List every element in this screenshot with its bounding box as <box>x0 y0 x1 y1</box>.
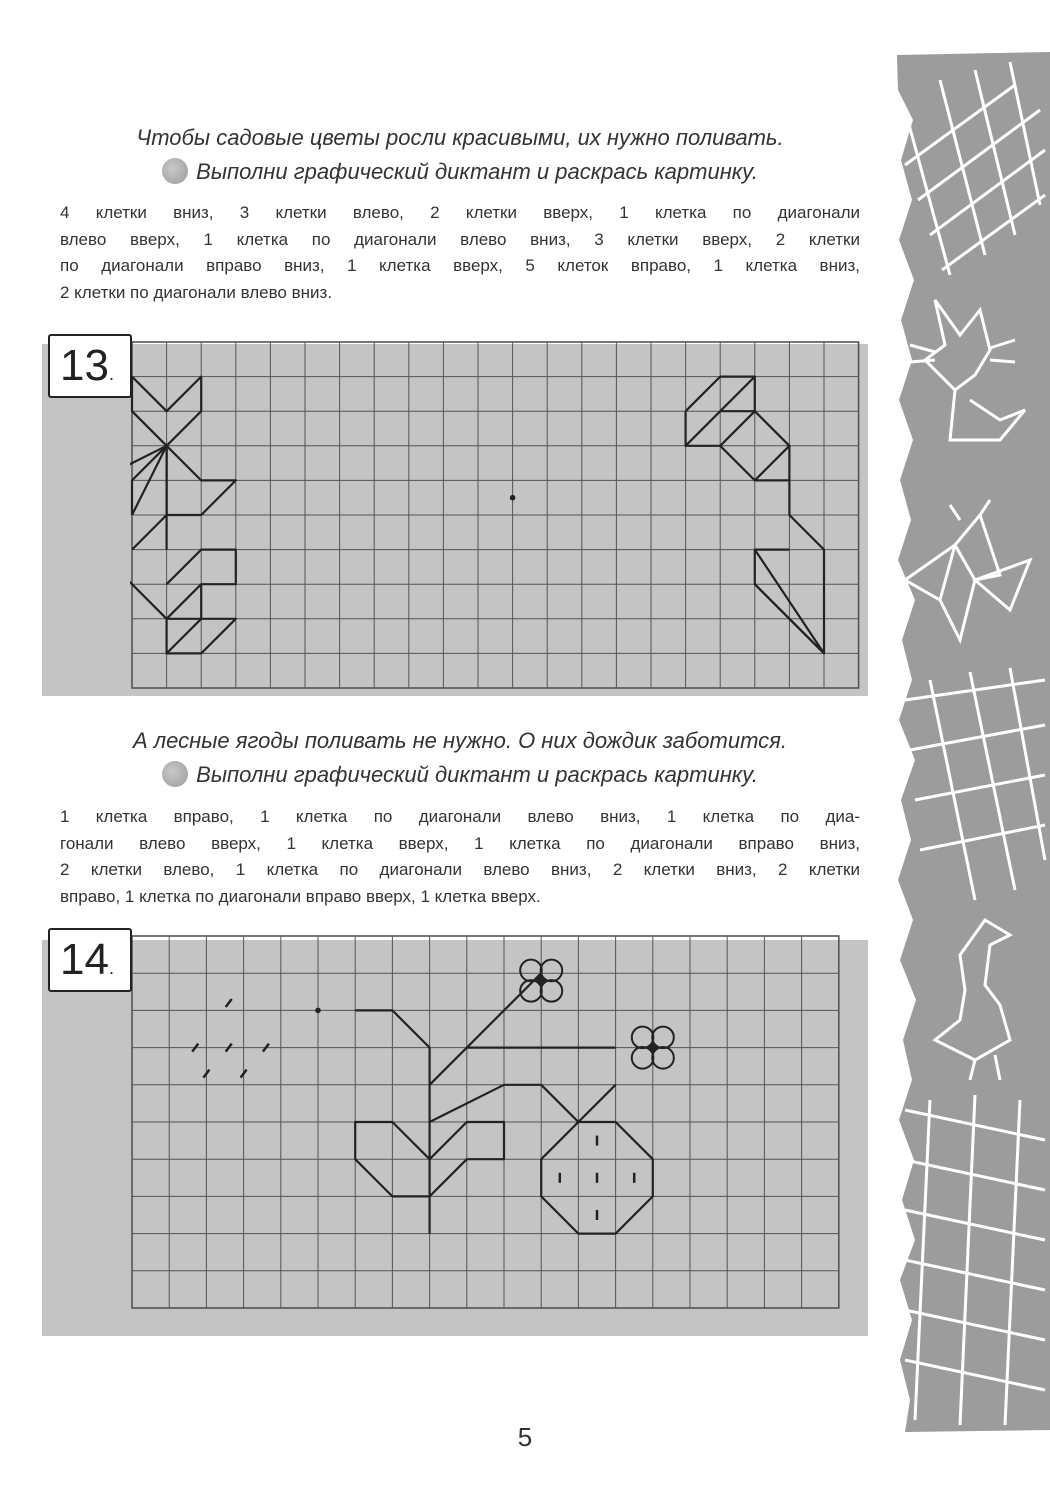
bullet-circle-icon <box>162 158 188 184</box>
bullet-circle-icon <box>162 761 188 787</box>
exercise14-number-text: 14 <box>60 935 109 984</box>
exercise13-instruction-line: по диагонали вправо вниз, 1 клетка вверх, 5 клеток вправо, 1 клетка вниз, <box>60 256 860 275</box>
exercise13-number-text: 13 <box>60 341 109 390</box>
exercise14-intro-line2: Выполни графический диктант и раскрась картинку. <box>196 762 758 787</box>
rain-drop <box>226 999 232 1007</box>
exercise13-number-dot: . <box>108 364 114 384</box>
exercise14-intro-line1: А лесные ягоды поливать не нужно. О них дождик заботится. <box>132 728 788 753</box>
exercise14-grid <box>130 934 860 1328</box>
exercise13-instruction-line: 4 клетки вниз, 3 клетки влево, 2 клетки вверх, 1 клетка по диагонали <box>60 203 860 222</box>
flower-center <box>538 977 544 983</box>
berry-plant-stroke <box>430 973 542 1085</box>
exercise14-instruction-line: гонали влево вверх, 1 клетка вверх, 1 клетка по диагонали вправо вниз, <box>60 833 860 853</box>
flower13-left-stroke <box>167 619 202 654</box>
exercise13-intro-line2: Выполни графический диктант и раскрась картинку. <box>196 159 758 184</box>
berry-plant-stroke <box>430 1085 542 1122</box>
exercise14-instruction-line: 2 клетки влево, 1 клетка по диагонали влево вниз, 2 клетки вниз, 2 клетки <box>60 860 860 879</box>
exercise14-number-dot: . <box>108 958 114 978</box>
start-dot <box>315 1008 321 1014</box>
flower-center <box>650 1044 656 1050</box>
berry-flower <box>632 1027 674 1069</box>
grid-lines <box>132 342 859 688</box>
start-dot <box>510 495 516 501</box>
berry-flower <box>520 960 562 1002</box>
exercise14-instruction-line: вправо, 1 клетка по диагонали вправо вверх, 1 клетка вверх. <box>60 886 541 906</box>
exercise13-number <box>48 334 132 398</box>
exercise14-number <box>48 928 132 992</box>
exercise13-instruction-line: 2 клетки по диагонали влево вниз. <box>60 282 333 302</box>
exercise13-instruction-line: влево вверх, 1 клетка по диагонали влево вниз, 3 клетки вверх, 2 клетки <box>60 229 860 249</box>
exercise13-instructions <box>60 200 860 306</box>
exercise14-intro <box>60 724 860 792</box>
exercise13-intro-line1: Чтобы садовые цветы росли красивыми, их нужно поливать. <box>136 125 784 150</box>
exercise13-intro <box>60 121 860 189</box>
exercise13-grid <box>130 338 860 690</box>
page-number: 5 <box>517 1422 533 1452</box>
flower13-left-stroke <box>130 446 236 619</box>
exercise14-instruction-line: 1 клетка вправо, 1 клетка по диагонали влево вниз, 1 клетка по диа- <box>60 807 860 826</box>
exercise14-instructions <box>60 804 860 910</box>
